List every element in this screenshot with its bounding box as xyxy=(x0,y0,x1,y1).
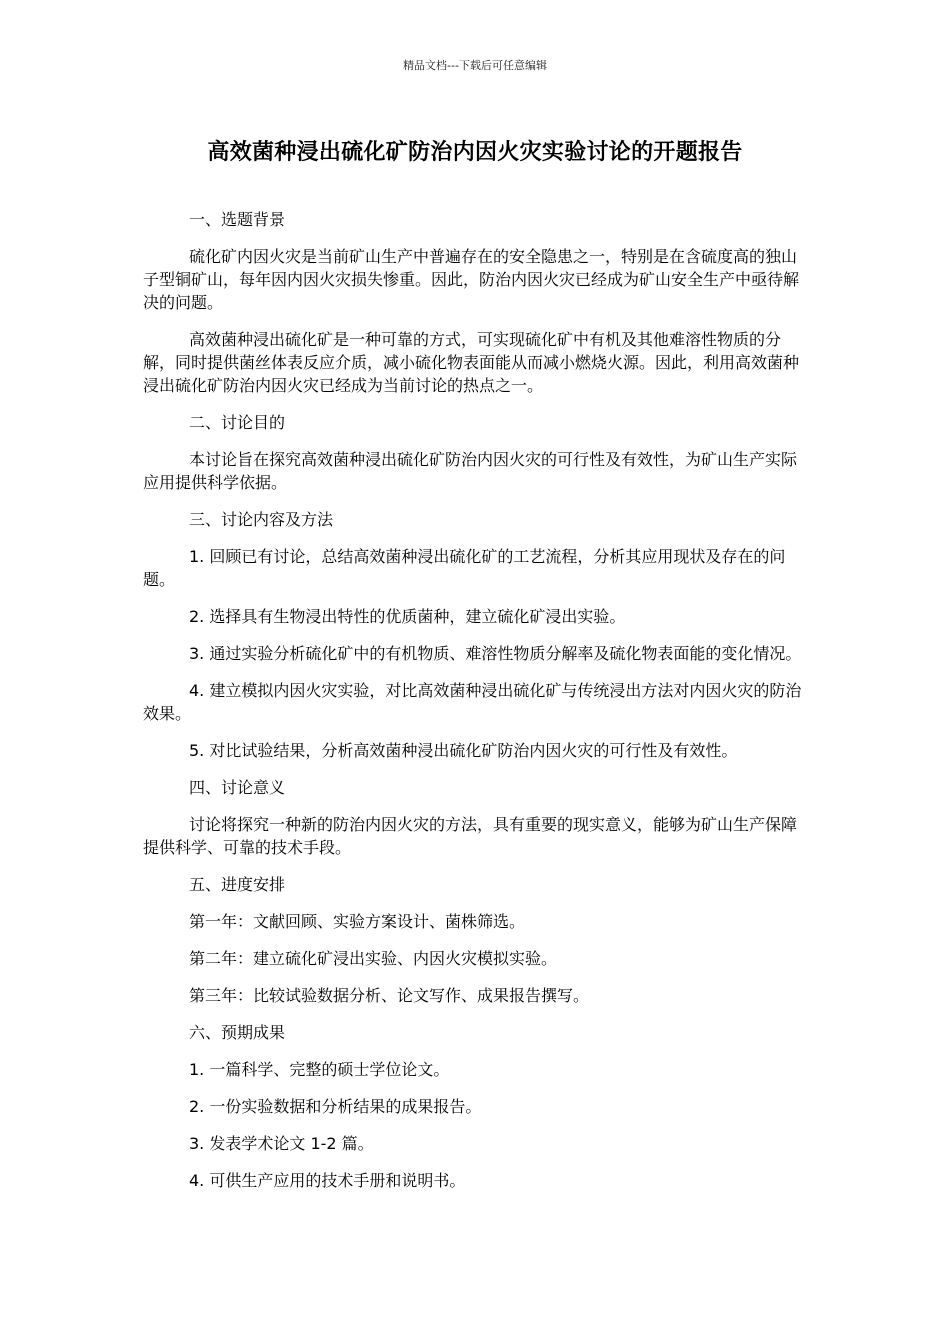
page-header: 精品文档---下载后可任意编辑 xyxy=(403,59,547,72)
list-item: 1. 回顾已有讨论，总结高效菌种浸出硫化矿的工艺流程，分析其应用现状及存在的问题。 xyxy=(143,547,786,589)
section-heading-background: 一、选题背景 xyxy=(189,210,286,229)
list-item: 2. 一份实验数据和分析结果的成果报告。 xyxy=(189,1097,482,1116)
document-title: 高效菌种浸出硫化矿防治内因火灾实验讨论的开题报告 xyxy=(207,140,743,165)
paragraph: 本讨论旨在探究高效菌种浸出硫化矿防治内因火灾的可行性及有效性，为矿山生产实际应用提供科学依据。 xyxy=(143,450,798,492)
list-item: 3. 通过实验分析硫化矿中的有机物质、难溶性物质分解率及硫化物表面能的变化情况。 xyxy=(189,644,802,663)
schedule-item: 第一年：文献回顾、实验方案设计、菌株筛选。 xyxy=(189,912,526,931)
section-heading-schedule: 五、进度安排 xyxy=(189,875,286,894)
schedule-item: 第二年：建立硫化矿浸出实验、内因火灾模拟实验。 xyxy=(189,949,558,968)
paragraph: 讨论将探究一种新的防治内因火灾的方法，具有重要的现实意义，能够为矿山生产保障提供科学、可靠的技术手段。 xyxy=(143,815,798,857)
document-body xyxy=(143,208,806,1206)
section-heading-significance: 四、讨论意义 xyxy=(189,778,286,797)
list-item: 3. 发表学术论文 1-2 篇。 xyxy=(189,1134,374,1153)
list-item: 5. 对比试验结果，分析高效菌种浸出硫化矿防治内因火灾的可行性及有效性。 xyxy=(189,741,738,760)
list-item: 4. 建立模拟内因火灾实验，对比高效菌种浸出硫化矿与传统浸出方法对内因火灾的防治效果。 xyxy=(143,681,802,723)
paragraph: 高效菌种浸出硫化矿是一种可靠的方式，可实现硫化矿中有机及其他难溶性物质的分解，同时提供菌丝体表反应介质，减小硫化物表面能从而减小燃烧火源。因此，利用高效菌种浸出硫化矿防治内因火灾已经成为当前讨论的热点之一。 xyxy=(143,330,800,395)
list-item: 1. 一篇科学、完整的硕士学位论文。 xyxy=(189,1060,450,1079)
list-item: 4. 可供生产应用的技术手册和说明书。 xyxy=(189,1171,466,1190)
paragraph: 硫化矿内因火灾是当前矿山生产中普遍存在的安全隐患之一，特别是在含硫度高的独山子型铜矿山，每年因内因火灾损失惨重。因此，防治内因火灾已经成为矿山安全生产中亟待解决的问题。 xyxy=(143,247,800,312)
section-heading-purpose: 二、讨论目的 xyxy=(189,413,286,432)
schedule-item: 第三年：比较试验数据分析、论文写作、成果报告撰写。 xyxy=(189,986,590,1005)
section-heading-outcomes: 六、预期成果 xyxy=(189,1023,286,1042)
section-heading-methods: 三、讨论内容及方法 xyxy=(189,510,334,529)
list-item: 2. 选择具有生物浸出特性的优质菌种，建立硫化矿浸出实验。 xyxy=(189,607,626,626)
